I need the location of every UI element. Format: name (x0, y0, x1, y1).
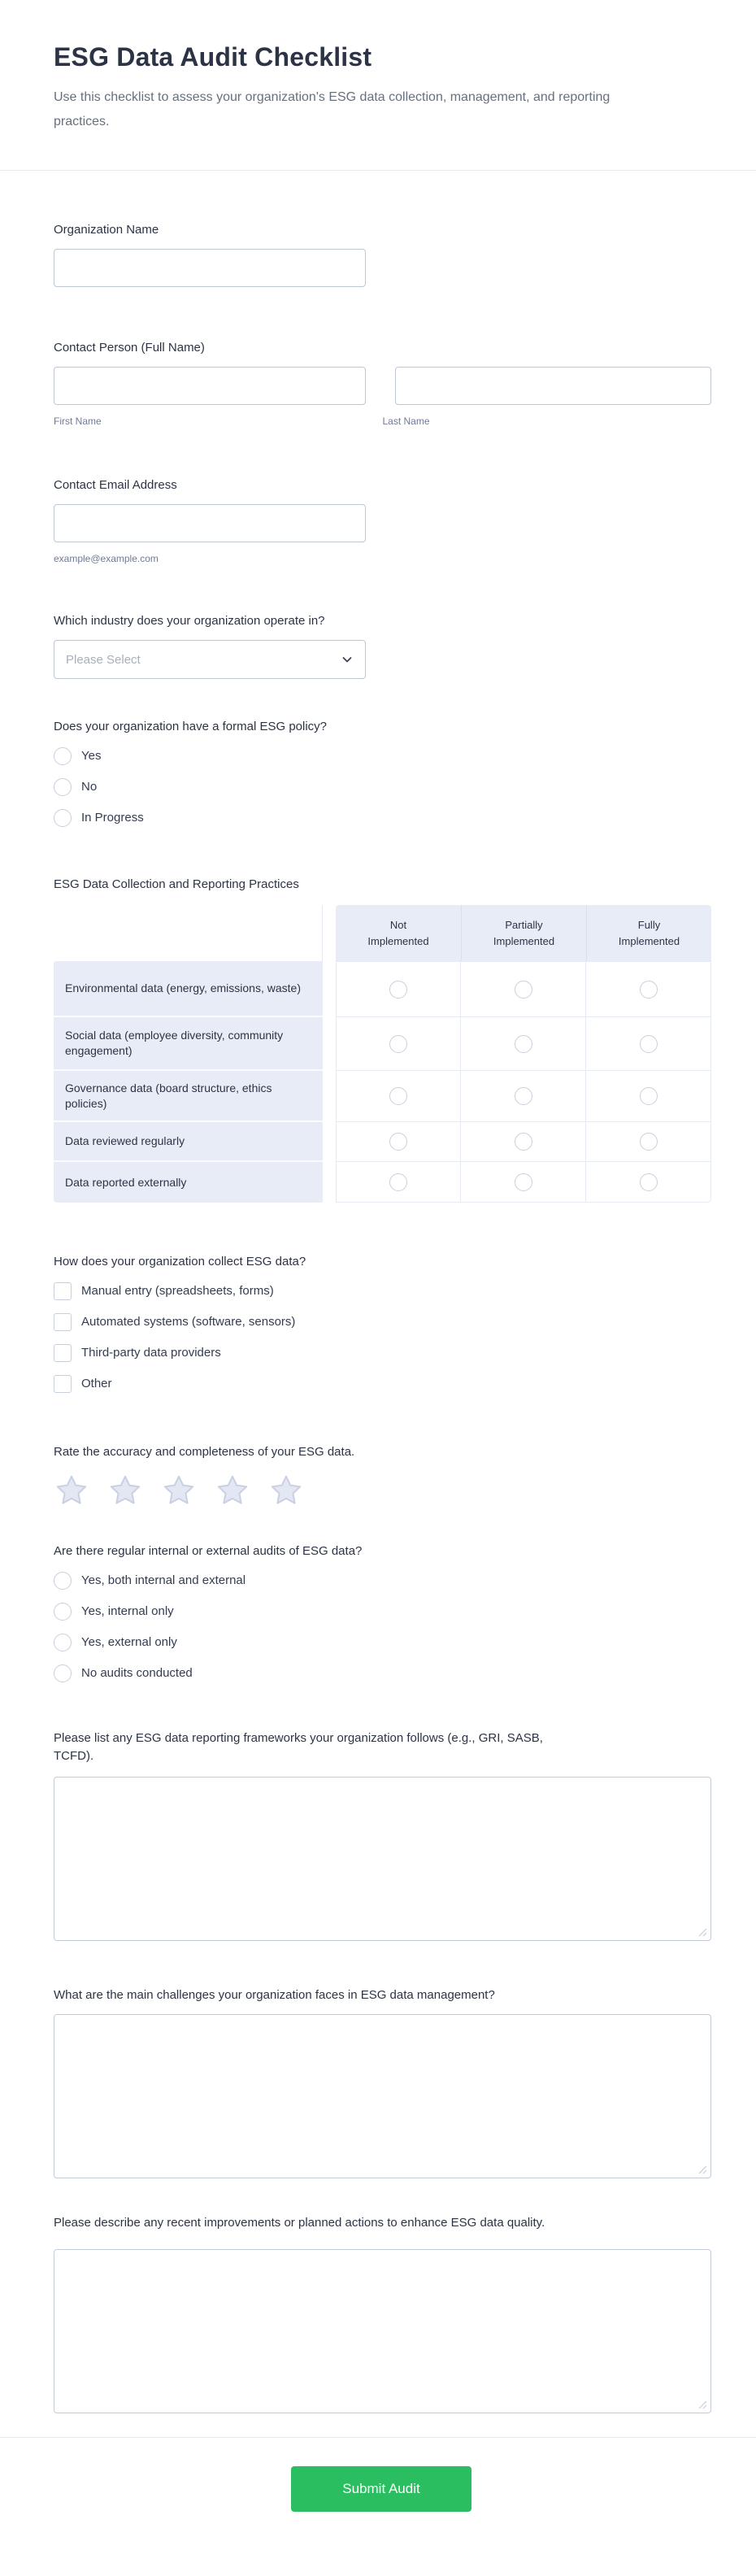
radio-icon[interactable] (389, 1087, 407, 1105)
radio-icon[interactable] (54, 1572, 72, 1590)
resize-grip-icon[interactable] (698, 1928, 707, 1937)
field-esg-policy (54, 718, 711, 827)
form-subtitle: Use this checklist to assess your organization's ESG data collection, management, and reporting practices. (54, 90, 610, 128)
audits-option-both[interactable] (54, 1572, 711, 1590)
resize-grip-icon[interactable] (698, 2400, 707, 2409)
radio-icon[interactable] (515, 1173, 532, 1191)
email-input[interactable] (54, 504, 366, 542)
radio-icon[interactable] (640, 1087, 658, 1105)
rating-label: Rate the accuracy and completeness of your ESG data. (54, 1445, 355, 1459)
matrix-radio-cell[interactable] (586, 1122, 711, 1162)
radio-icon[interactable] (515, 981, 532, 999)
matrix-radio-cell[interactable] (336, 1017, 461, 1071)
first-name-sublabel: First Name (54, 416, 102, 427)
matrix-row-label: Social data (employee diversity, community engagement) (54, 1017, 323, 1071)
star-icon[interactable] (161, 1473, 197, 1508)
radio-icon[interactable] (640, 1035, 658, 1053)
collect-option-manual-label: Manual entry (spreadsheets, forms) (81, 1284, 274, 1298)
radio-icon[interactable] (54, 809, 72, 827)
matrix-radio-cell[interactable] (336, 1162, 461, 1203)
radio-icon[interactable] (389, 981, 407, 999)
radio-icon[interactable] (515, 1087, 532, 1105)
audits-option-external[interactable] (54, 1634, 711, 1651)
matrix-radio-cell[interactable] (461, 961, 586, 1017)
audits-option-both-label: Yes, both internal and external (81, 1573, 246, 1587)
policy-option-in-progress[interactable] (54, 809, 711, 827)
challenges-textarea[interactable] (54, 2014, 711, 2178)
matrix-radio-cell[interactable] (586, 1017, 711, 1071)
page-title: ESG Data Audit Checklist (54, 42, 372, 72)
audits-option-none-label: No audits conducted (81, 1666, 193, 1680)
matrix-label: ESG Data Collection and Reporting Practices (54, 877, 299, 891)
improvements-textarea[interactable] (54, 2249, 711, 2413)
radio-icon[interactable] (54, 1634, 72, 1651)
checkbox-icon[interactable] (54, 1282, 72, 1300)
matrix-radio-cell[interactable] (586, 961, 711, 1017)
policy-option-no-label: No (81, 780, 98, 794)
matrix-col-partially-implemented: Partially Implemented (461, 905, 586, 961)
policy-option-yes[interactable] (54, 747, 711, 765)
frameworks-textarea[interactable] (54, 1777, 711, 1941)
field-challenges (54, 1986, 711, 2178)
collect-option-manual[interactable] (54, 1282, 711, 1300)
audits-label: Are there regular internal or external audits of ESG data? (54, 1544, 363, 1558)
collect-option-other-label: Other (81, 1377, 112, 1390)
collect-option-thirdparty[interactable] (54, 1344, 711, 1362)
matrix-row-label: Environmental data (energy, emissions, waste) (54, 961, 323, 1017)
radio-icon[interactable] (640, 1133, 658, 1151)
field-industry (54, 612, 711, 679)
checkbox-icon[interactable] (54, 1375, 72, 1393)
radio-icon[interactable] (515, 1133, 532, 1151)
star-icon[interactable] (107, 1473, 143, 1508)
submit-section (0, 2437, 756, 2512)
audits-option-internal[interactable] (54, 1603, 711, 1621)
submit-button[interactable]: Submit Audit (291, 2466, 471, 2512)
matrix-radio-cell[interactable] (336, 961, 461, 1017)
matrix-row-label: Data reviewed regularly (54, 1122, 323, 1162)
radio-icon[interactable] (640, 1173, 658, 1191)
matrix-row-label: Governance data (board structure, ethics policies) (54, 1071, 323, 1122)
policy-option-no[interactable] (54, 778, 711, 796)
checkbox-icon[interactable] (54, 1313, 72, 1331)
matrix-col-fully-implemented: Fully Implemented (586, 905, 711, 961)
matrix-radio-cell[interactable] (461, 1122, 586, 1162)
matrix-col-not-implemented: Not Implemented (336, 905, 461, 961)
star-icon[interactable] (268, 1473, 304, 1508)
matrix-row-governance (54, 1071, 711, 1122)
matrix-radio-cell[interactable] (461, 1162, 586, 1203)
policy-option-yes-label: Yes (81, 749, 102, 763)
matrix-row-social (54, 1017, 711, 1071)
organization-name-label: Organization Name (54, 223, 159, 237)
field-matrix (54, 876, 711, 1203)
radio-icon[interactable] (54, 1664, 72, 1682)
matrix-radio-cell[interactable] (461, 1071, 586, 1122)
field-improvements (54, 2214, 711, 2413)
matrix-corner-cell (54, 905, 323, 961)
radio-icon[interactable] (389, 1133, 407, 1151)
improvements-label: Please describe any recent improvements or planned actions to enhance ESG data quality. (54, 2216, 545, 2230)
matrix-row-environmental (54, 961, 711, 1017)
field-collect-methods (54, 1253, 711, 1393)
form-body (0, 221, 756, 2413)
contact-person-label: Contact Person (Full Name) (54, 341, 205, 355)
radio-icon[interactable] (54, 1603, 72, 1621)
field-organization-name (54, 221, 711, 287)
industry-select[interactable] (54, 640, 366, 679)
organization-name-input[interactable] (54, 249, 366, 287)
matrix-radio-cell[interactable] (586, 1071, 711, 1122)
field-contact-email (54, 476, 711, 565)
resize-grip-icon[interactable] (698, 2165, 707, 2174)
radio-icon[interactable] (389, 1035, 407, 1053)
email-sublabel: example@example.com (54, 553, 159, 564)
industry-select-placeholder: Please Select (66, 652, 141, 667)
radio-icon[interactable] (54, 778, 72, 796)
policy-option-in-progress-label: In Progress (81, 811, 144, 825)
field-rating (54, 1443, 711, 1508)
audits-option-internal-label: Yes, internal only (81, 1604, 174, 1618)
matrix-table (54, 905, 711, 1203)
matrix-radio-cell[interactable] (336, 1122, 461, 1162)
field-frameworks (54, 1730, 711, 1941)
esg-policy-label: Does your organization have a formal ESG policy? (54, 720, 328, 733)
checkbox-icon[interactable] (54, 1344, 72, 1362)
last-name-sublabel: Last Name (382, 416, 430, 427)
radio-icon[interactable] (515, 1035, 532, 1053)
matrix-radio-cell[interactable] (461, 1017, 586, 1071)
industry-label: Which industry does your organization operate in? (54, 614, 325, 628)
star-icon[interactable] (54, 1473, 89, 1508)
form-header (0, 0, 756, 171)
field-contact-person (54, 339, 711, 428)
matrix-row-reported (54, 1162, 711, 1203)
collect-option-thirdparty-label: Third-party data providers (81, 1346, 221, 1360)
radio-icon[interactable] (640, 981, 658, 999)
star-rating (54, 1473, 711, 1508)
matrix-row-label: Data reported externally (54, 1162, 323, 1203)
collect-option-automated[interactable] (54, 1313, 711, 1331)
collect-option-automated-label: Automated systems (software, sensors) (81, 1315, 296, 1329)
matrix-header-row (54, 905, 711, 961)
star-icon[interactable] (215, 1473, 250, 1508)
radio-icon[interactable] (389, 1173, 407, 1191)
audits-option-external-label: Yes, external only (81, 1635, 177, 1649)
radio-icon[interactable] (54, 747, 72, 765)
collect-methods-label: How does your organization collect ESG data? (54, 1255, 306, 1268)
first-name-input[interactable] (54, 367, 366, 405)
contact-email-label: Contact Email Address (54, 478, 177, 492)
last-name-input[interactable] (395, 367, 711, 405)
chevron-down-icon (341, 653, 354, 666)
challenges-label: What are the main challenges your organization faces in ESG data management? (54, 1988, 495, 2002)
collect-option-other[interactable] (54, 1375, 711, 1393)
field-audits (54, 1543, 711, 1682)
matrix-row-reviewed (54, 1122, 711, 1162)
audits-option-none[interactable] (54, 1664, 711, 1682)
matrix-radio-cell[interactable] (586, 1162, 711, 1203)
matrix-radio-cell[interactable] (336, 1071, 461, 1122)
frameworks-label: Please list any ESG data reporting frameworks your organization follows (e.g., GRI, SASB, TCFD). (54, 1731, 543, 1763)
